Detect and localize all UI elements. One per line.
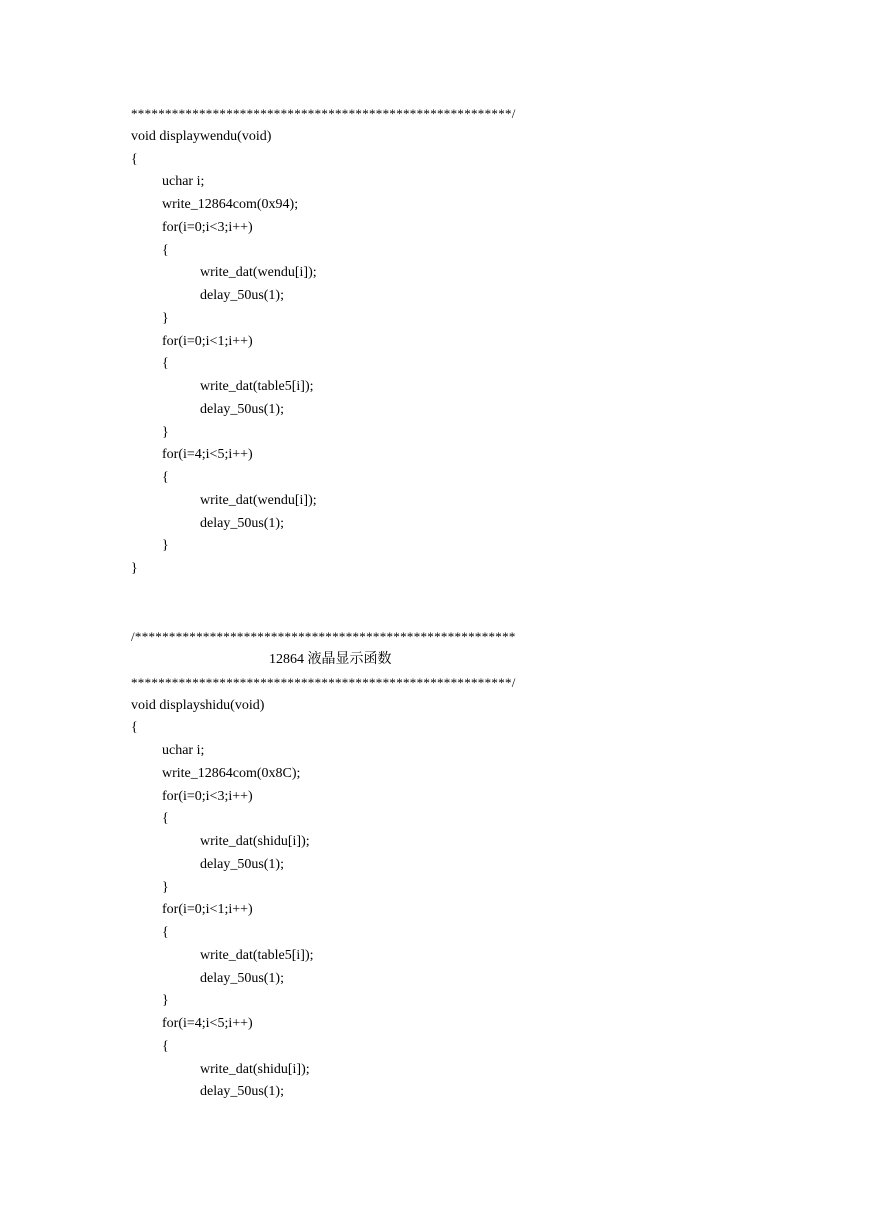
for-loop-header: for(i=0;i<3;i++): [162, 788, 253, 804]
function-signature-displaywendu: void displaywendu(void): [131, 128, 272, 144]
loop-open-brace: {: [162, 925, 169, 940]
loop-statement: write_dat(wendu[i]);: [200, 492, 317, 508]
loop-close-brace: }: [162, 424, 169, 440]
for-loop-header: for(i=4;i<5;i++): [162, 447, 253, 463]
close-brace: }: [131, 561, 138, 576]
loop-statement: delay_50us(1);: [200, 401, 284, 417]
loop-statement: write_dat(table5[i]);: [200, 947, 314, 963]
blank-line: [131, 581, 771, 604]
open-brace: {: [131, 151, 138, 167]
loop-open-brace: {: [162, 1038, 169, 1054]
loop-statement: delay_50us(1);: [200, 970, 284, 986]
loop-close-brace: }: [162, 993, 169, 1009]
comment-title: 12864 液晶显示函数: [269, 652, 392, 667]
loop-close-brace: }: [162, 310, 169, 326]
variable-declaration: uchar i;: [162, 174, 205, 190]
for-loop-header: for(i=0;i<1;i++): [162, 333, 253, 349]
loop-statement: delay_50us(1);: [200, 288, 284, 303]
comment-end-line: ********************************************************/: [131, 106, 516, 121]
loop-statement: write_dat(shidu[i]);: [200, 834, 310, 849]
for-loop-header: for(i=4;i<5;i++): [162, 1016, 253, 1031]
comment-start-line: /********************************************************: [131, 629, 516, 645]
loop-open-brace: {: [162, 811, 169, 827]
loop-close-brace: }: [162, 538, 169, 554]
loop-statement: write_dat(shidu[i]);: [200, 1061, 310, 1077]
loop-open-brace: {: [162, 470, 169, 485]
code-listing: [131, 103, 771, 1104]
for-loop-header: for(i=0;i<1;i++): [162, 902, 253, 918]
variable-declaration: uchar i;: [162, 743, 205, 758]
loop-statement: write_dat(wendu[i]);: [200, 265, 317, 281]
loop-statement: write_dat(table5[i]);: [200, 379, 314, 394]
blank-line: [131, 604, 771, 627]
open-brace: {: [131, 720, 138, 736]
function-signature-displayshidu: void displayshidu(void): [131, 697, 265, 713]
lcd-command-call: write_12864com(0x94);: [162, 197, 299, 212]
for-loop-header: for(i=0;i<3;i++): [162, 219, 253, 235]
loop-close-brace: }: [162, 879, 169, 895]
loop-open-brace: {: [162, 356, 169, 372]
loop-statement: delay_50us(1);: [200, 1084, 284, 1100]
lcd-command-call: write_12864com(0x8C);: [162, 765, 301, 781]
loop-statement: delay_50us(1);: [200, 515, 284, 531]
loop-open-brace: {: [162, 242, 169, 258]
comment-end-line: ********************************************************/: [131, 674, 516, 690]
loop-statement: delay_50us(1);: [200, 856, 284, 872]
